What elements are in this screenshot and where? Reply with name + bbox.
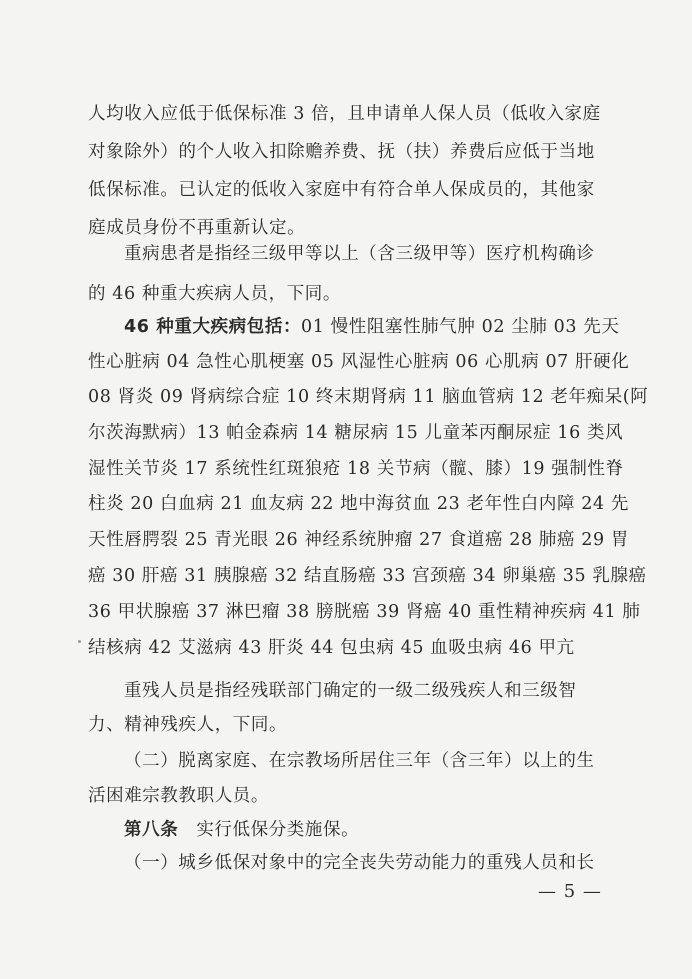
text-line-6: 的 46 种重大疾病人员，下同。 <box>88 284 341 304</box>
text-line-10: 尔茨海默病）13 帕金森病 14 糖尿病 15 儿童苯丙酮尿症 16 类风 <box>88 423 624 443</box>
text-line-12: 柱炎 20 白血病 21 血友病 22 地中海贫血 23 老年性白内障 24 先 <box>88 494 629 514</box>
text-line-1: 人均收入应低于低保标准 3 倍，且申请单人保人员（低收入家庭 <box>88 104 601 124</box>
text-line-11: 湿性关节炎 17 系统性红斑狼疮 18 关节病（髋、膝）19 强制性脊 <box>88 459 624 479</box>
text-line-2: 对象除外）的个人收入扣除赡养费、抚（扶）养费后应低于当地 <box>88 142 595 162</box>
text-line-17: 重残人员是指经残联部门确定的一级二级残疾人和三级智 <box>124 681 577 701</box>
text-line-15: 36 甲状腺癌 37 淋巴瘤 38 膀胱癌 39 肾癌 40 重性精神疾病 41 肺 <box>88 602 641 622</box>
text-line-16: 结核病 42 艾滋病 43 肝炎 44 包虫病 45 血吸虫病 46 甲亢 <box>88 638 575 658</box>
text-line-4: 庭成员身份不再重新认定。 <box>88 218 306 238</box>
text-line-3: 低保标准。已认定的低收入家庭中有符合单人保成员的，其他家 <box>88 180 595 200</box>
text-line-20: 活困难宗教教职人员。 <box>88 786 269 806</box>
text-line-5: 重病患者是指经三级甲等以上（含三级甲等）医疗机构确诊 <box>124 244 595 264</box>
text-line-9: 08 肾炎 09 肾病综合症 10 终末期肾病 11 脑血管病 12 老年痴呆(阿 <box>88 387 649 407</box>
text-line-14: 癌 30 肝癌 31 胰腺癌 32 结直肠癌 33 宫颈癌 34 卵巢癌 35 乳腺癌 <box>88 566 647 586</box>
text-line-22: （一）城乡低保对象中的完全丧失劳动能力的重残人员和长 <box>124 853 595 873</box>
page-number: — 5 — <box>538 881 602 902</box>
text-line-8: 性心脏病 04 急性心肌梗塞 05 风湿性心脏病 06 心肌病 07 肝硬化 <box>88 352 630 372</box>
article-label: 第八条 <box>124 820 179 840</box>
text-line-18: 力、精神残疾人，下同。 <box>88 715 288 735</box>
scan-speck <box>78 640 81 643</box>
article-8-line <box>124 818 359 842</box>
article-8-text: 实行低保分类施保。 <box>196 820 360 840</box>
text-line-13: 天性唇腭裂 25 青光眼 26 神经系统肿瘤 27 食道癌 28 肺癌 29 胃 <box>88 530 629 550</box>
diseases-heading-line <box>124 315 619 339</box>
diseases-heading: 46 种重大疾病包括： <box>124 317 302 337</box>
diseases-line-1: 01 慢性阻塞性肺气肿 02 尘肺 03 先天 <box>301 317 620 337</box>
text-line-19: （二）脱离家庭、在宗教场所居住三年（含三年）以上的生 <box>124 751 595 771</box>
